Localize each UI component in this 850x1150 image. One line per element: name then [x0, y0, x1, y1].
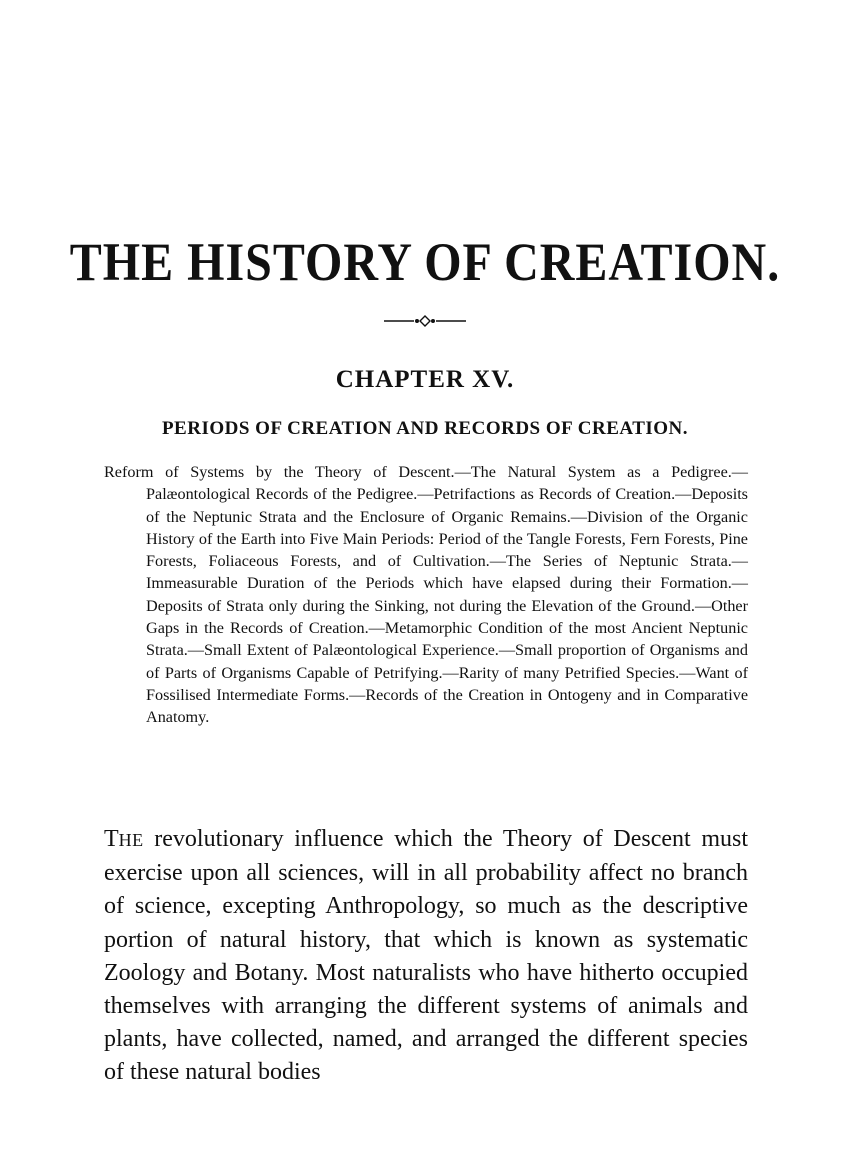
small-caps-lead: HE	[118, 830, 144, 850]
body-paragraph-text: revolutionary influence which the Theory of Descent must exercise upon all sciences, will in all probability affect no branch of science, excepting Anthropology, so much as the descriptive portion of natural history, that which is known as systematic Zoology and Botany. Most naturalists who have hitherto occupied themselves with arranging the different systems of animals and plants, have collected, named, and arranged the different species of these natural bodies	[104, 826, 748, 1086]
chapter-number: CHAPTER XV.	[335, 366, 515, 393]
chapter-synopsis: Reform of Systems by the Theory of Descent.—The Natural System as a Pedigree.—Palæontological Records of the Pedigree.—Petrifactions as Records of Creation.—Deposits of the Neptunic Strata and the Enclosure of Organic Remains.—Division of the Organic History of the Earth into Five Main Periods: Period of the Tangle Forests, Fern Forests, Pine Forests, Foliaceous Forests, and of Cultivation.—The Series of Neptunic Strata.—Immeasurable Duration of the Periods which have elapsed during their Formation.—Deposits of Strata only during the Sinking, not during the Elevation of the Ground.—Other Gaps in the Records of Creation.—Metamorphic Condition of the most Ancient Neptunic Strata.—Small Extent of Palæontological Experience.—Small proportion of Organisms and of Parts of Organisms Capable of Petrifying.—Rarity of many Petrified Species.—Want of Fossilised Intermediate Forms.—Records of the Creation in Ontogeny and in Comparative Anatomy.	[104, 463, 748, 727]
body-paragraph	[104, 823, 748, 1090]
ornament-divider-icon	[384, 314, 466, 328]
drop-initial: T	[104, 826, 119, 852]
book-title: THE HISTORY OF CREATION.	[69, 233, 781, 293]
chapter-title: PERIODS OF CREATION AND RECORDS OF CREATION.	[161, 418, 689, 439]
